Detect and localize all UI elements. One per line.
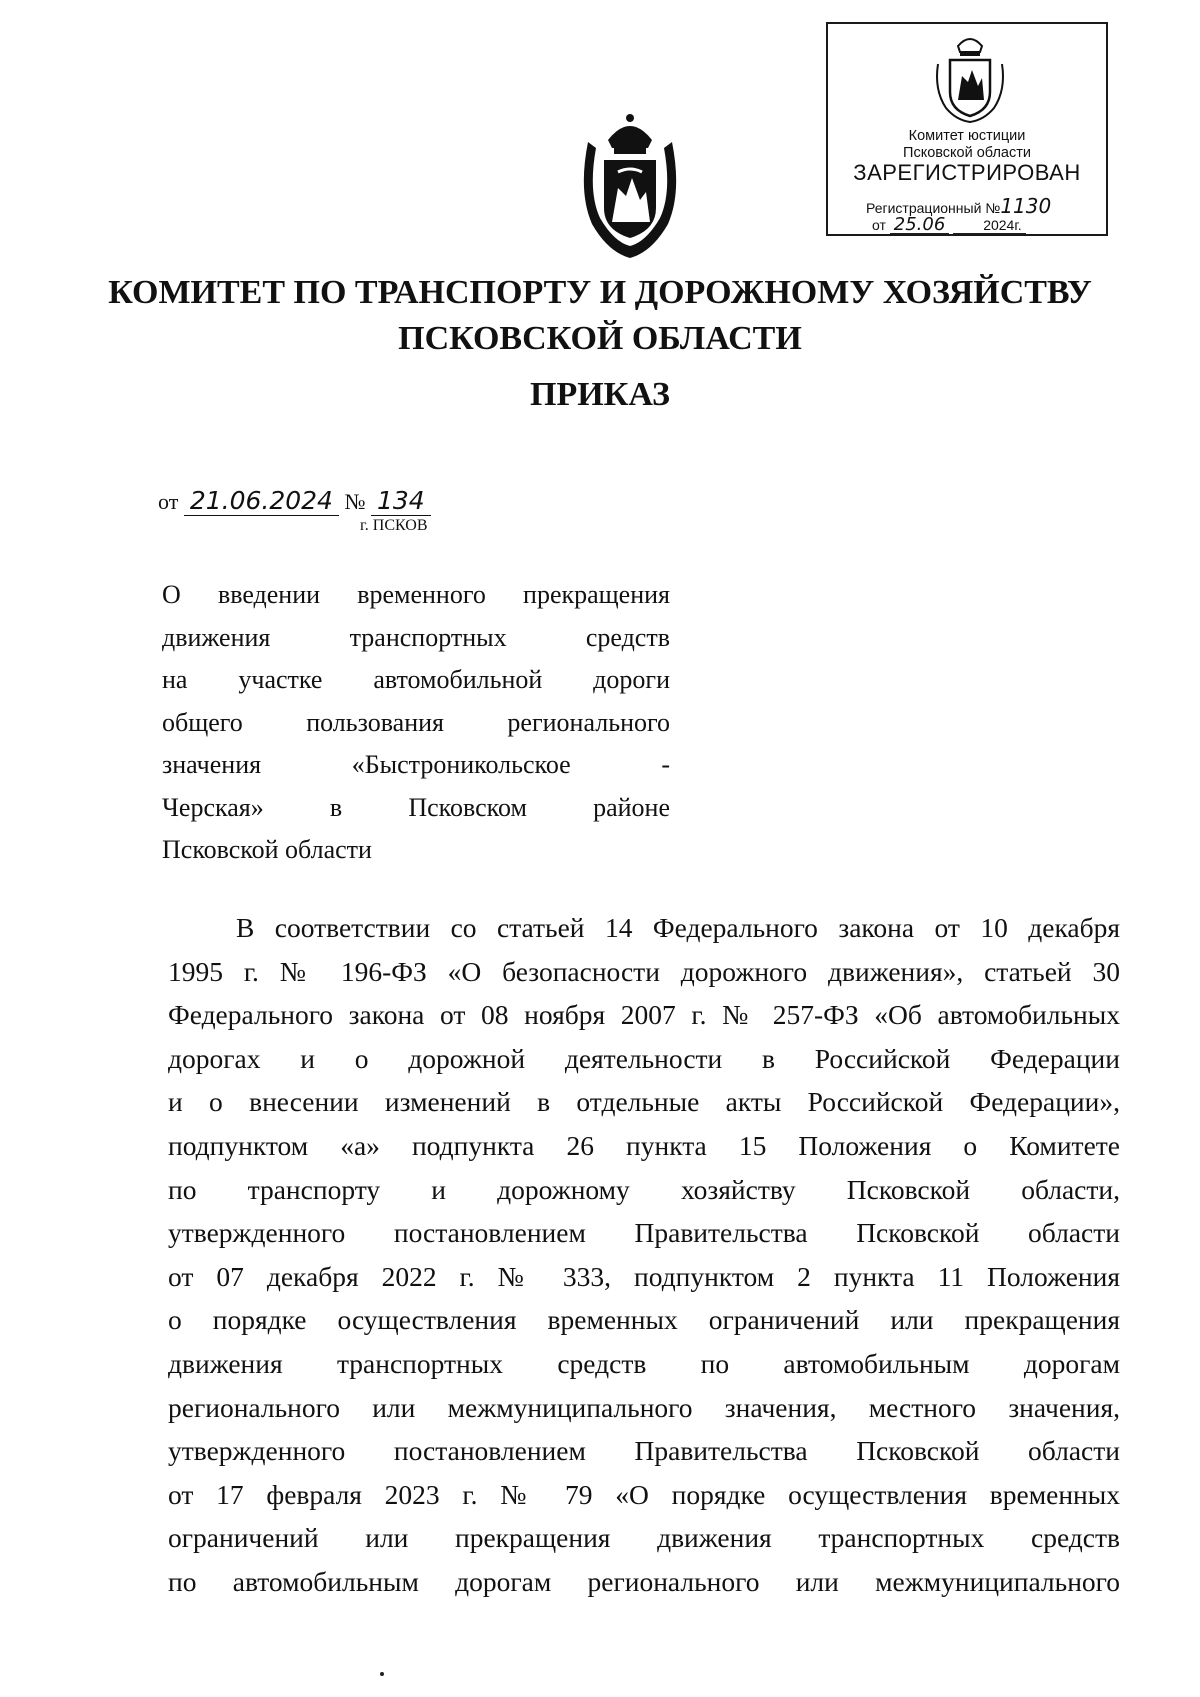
coat-of-arms-icon [574,112,686,262]
body-line: по транспорту и дорожному хозяйству Псковской области, [168,1173,1120,1205]
stamp-reg-label: Регистрационный № [866,200,1001,216]
stamp-status: ЗАРЕГИСТРИРОВАН [853,160,1081,185]
coat-of-arms-icon [932,30,1008,126]
body-line: Федерального закона от 08 ноября 2007 г. № 257-ФЗ «Об автомобильных [168,999,1120,1031]
stamp-date [872,214,1026,235]
order-date-number [158,486,431,516]
stamp-org-line2: Псковской области [903,145,1031,161]
body-line: от 17 февраля 2023 г. № 79 «О порядке осуществления временных [168,1478,1120,1510]
body-line: подпунктом «а» подпункта 26 пункта 15 Положения о Комитете [168,1129,1120,1161]
registration-stamp [826,22,1108,236]
stamp-date-year: 2024г. [953,217,1025,234]
issuer-title-line1: КОМИТЕТ ПО ТРАНСПОРТУ И ДОРОЖНОМУ ХОЗЯЙСТВУ [108,274,1092,311]
body-line: регионального или межмуниципального значения, местного значения, [168,1391,1120,1423]
issuer-title-line2: ПСКОВСКОЙ ОБЛАСТИ [398,320,802,357]
stamp-date-prefix: от [872,217,886,233]
order-date-prefix: от [158,489,179,514]
body-line: В соответствии со статьей 14 Федерального закона от 10 декабря [236,912,1120,943]
body-line: 1995 г. № 196-ФЗ «О безопасности дорожного движения», статьей 30 [168,955,1120,987]
issuer-title [0,270,1200,362]
document-type: ПРИКАЗ [530,376,670,413]
subject-line: О введении временного прекращения [162,580,670,609]
subject-line: Черская» в Псковском районе [162,792,670,822]
order-body [168,906,1120,1604]
page-mark [380,1672,384,1676]
subject-line: значения «Быстроникольское - [162,750,670,779]
subject-line: Псковской области [162,835,372,864]
stamp-date-value: 25.06 [893,214,946,235]
stamp-organization [828,128,1106,162]
body-line: от 07 декабря 2022 г. № 333, подпунктом 2 пункта 11 Положения [168,1260,1120,1292]
order-number-value: 134 [376,486,425,515]
stamp-org-line1: Комитет юстиции [908,128,1026,144]
body-line: утвержденного постановлением Правительства Псковской области [168,1435,1120,1467]
body-line: утвержденного постановлением Правительства Псковской области [168,1217,1120,1249]
body-line: движения транспортных средств по автомобильным дорогам [168,1347,1120,1379]
subject-line: общего пользования регионального [162,707,670,737]
order-subject [162,574,670,872]
order-number-prefix: № [344,489,366,514]
stamp-reg-number-value: 1130 [1000,194,1052,218]
order-date-value: 21.06.2024 [189,486,333,515]
body-line: о порядке осуществления временных ограничений или прекращения [168,1304,1120,1336]
subject-line: на участке автомобильной дороги [162,665,670,694]
subject-line: движения транспортных средств [162,622,670,652]
body-line: по автомобильным дорогам регионального или межмуниципального [168,1565,1120,1597]
body-line: дорогах и о дорожной деятельности в Российской Федерации [168,1042,1120,1074]
body-line: ограничений или прекращения движения транспортных средств [168,1522,1120,1554]
body-line: и о внесении изменений в отдельные акты Российской Федерации», [168,1086,1120,1118]
order-city: г. ПСКОВ [360,517,428,534]
